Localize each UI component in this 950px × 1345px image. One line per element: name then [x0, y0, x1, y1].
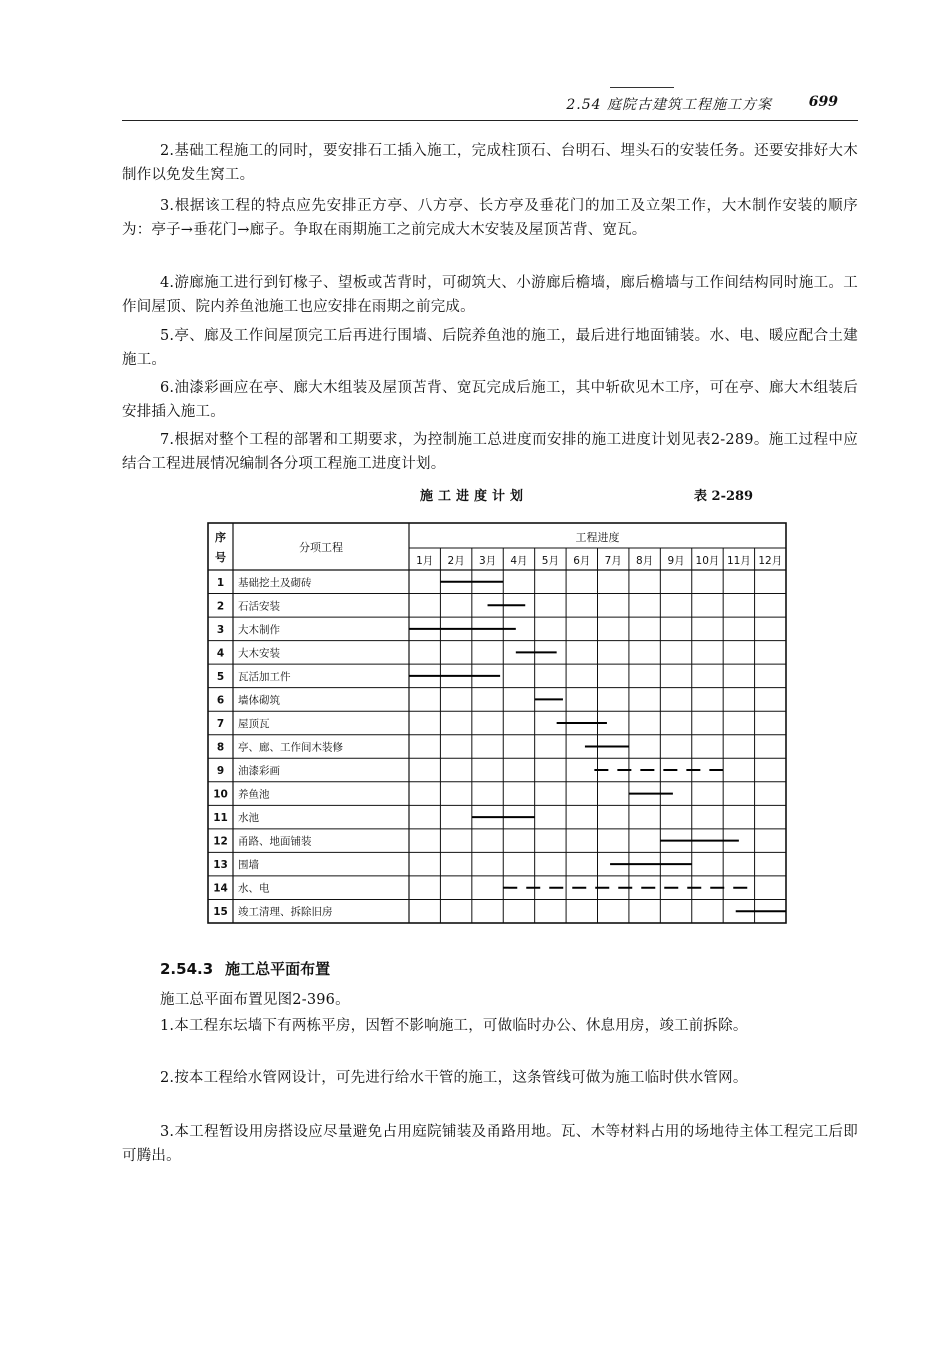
- row-name: 大木制作: [238, 623, 280, 636]
- month-label: 12月: [758, 555, 783, 567]
- section-number: 2.54.3: [160, 960, 214, 978]
- paragraph: 7.根据对整个工程的部署和工期要求，为控制施工总进度而安排的施工进度计划见表2-289。施工过程中应结合工程进展情况编制各分项工程施工进度计划。: [122, 432, 858, 472]
- row-number: 5: [216, 670, 225, 683]
- row-number: 11: [213, 812, 228, 825]
- paragraph: 3.本工程暂设用房搭设应尽量避免占用庭院铺装及甬路用地。瓦、木等材料占用的场地待主体工程完工后即可腾出。: [122, 1124, 858, 1164]
- row-number: 8: [216, 741, 225, 754]
- row-name: 水、电: [238, 882, 270, 895]
- month-label: 8月: [636, 555, 654, 567]
- row-number: 12: [213, 835, 228, 848]
- month-label: 4月: [510, 555, 528, 567]
- table-number: 表 2-289: [694, 489, 754, 504]
- paragraph: 5.亭、廊及工作间屋顶完工后再进行围墙、后院养鱼池的施工，最后进行地面铺装。水、电、暖应配合土建施工。: [122, 328, 858, 368]
- month-label: 5月: [541, 555, 559, 567]
- month-label: 10月: [695, 555, 720, 567]
- row-number: 9: [216, 765, 225, 778]
- row-name: 养鱼池: [238, 788, 270, 801]
- row-number: 6: [216, 694, 225, 707]
- row-name: 屋顶瓦: [238, 717, 270, 730]
- row-name: 瓦活加工件: [238, 670, 291, 683]
- paragraph: 施工总平面布置见图2-396。: [160, 992, 350, 1008]
- month-label: 3月: [478, 555, 497, 567]
- paragraph: 6.油漆彩画应在亭、廊大木组装及屋顶苫背、宽瓦完成后施工，其中斩砍见木工序，可在亭、廊大木组装后安排插入施工。: [122, 380, 858, 420]
- table-caption: 施工进度计划: [420, 489, 529, 504]
- header-section-title: 2.54 庭院古建筑工程施工方案: [566, 97, 772, 113]
- row-name: 水池: [238, 812, 259, 825]
- paragraph: 1.本工程东坛墙下有两栋平房，因暂不影响施工，可做临时办公、休息用房，竣工前拆除。: [160, 1018, 748, 1034]
- row-number: 10: [213, 788, 228, 801]
- row-name: 竣工清理、拆除旧房: [238, 906, 333, 919]
- section-heading: [160, 958, 342, 979]
- paragraph: 2.按本工程给水管网设计，可先进行给水干管的施工，这条管线可做为施工临时供水管网。: [160, 1070, 748, 1086]
- row-name: 墙体砌筑: [238, 694, 280, 707]
- row-name: 石活安装: [238, 600, 280, 613]
- row-name: 甬路、地面铺装: [238, 835, 312, 848]
- header-seq: 号: [215, 551, 226, 564]
- header-item: 分项工程: [299, 541, 343, 554]
- month-label: 1月: [416, 555, 434, 567]
- header-progress: 工程进度: [575, 531, 620, 544]
- row-name: 围墙: [238, 859, 259, 872]
- header-seq: 序: [215, 531, 226, 544]
- paragraph: 3.根据该工程的特点应先安排正方亭、八方亭、长方亭及垂花门的加工及立架工作，大木制作安装的顺序为：亭子→垂花门→廊子。争取在雨期施工之前完成大木安装及屋顶苫背、宽瓦。: [122, 198, 858, 238]
- page-number: 699: [808, 94, 838, 110]
- paragraph: 4.游廊施工进行到钉椽子、望板或苫背时，可砌筑大、小游廊后檐墙，廊后檐墙与工作间结构同时施工。工作间屋顶、院内养鱼池施工也应安排在雨期之前完成。: [122, 275, 858, 315]
- row-number: 1: [216, 576, 225, 589]
- month-label: 2月: [447, 555, 465, 567]
- row-name: 基础挖土及砌砖: [238, 576, 312, 589]
- row-number: 4: [216, 647, 225, 660]
- row-number: 2: [216, 600, 225, 613]
- section-title: 施工总平面布置: [225, 960, 331, 978]
- row-number: 3: [216, 623, 225, 636]
- month-label: 11月: [726, 555, 751, 567]
- month-label: 9月: [667, 555, 685, 567]
- month-label: 7月: [604, 555, 622, 567]
- row-name: 大木安装: [238, 647, 280, 660]
- row-number: 14: [213, 882, 228, 895]
- row-number: 13: [213, 859, 228, 872]
- paragraph: 2.基础工程施工的同时，要安排石工插入施工，完成柱顶石、台明石、埋头石的安装任务。还要安排好大木制作以免发生窝工。: [122, 143, 858, 183]
- row-name: 亭、廊、工作间木装修: [238, 741, 343, 754]
- month-label: 6月: [573, 555, 591, 567]
- row-name: 油漆彩画: [238, 765, 280, 778]
- row-number: 7: [216, 717, 225, 730]
- row-number: 15: [213, 906, 228, 919]
